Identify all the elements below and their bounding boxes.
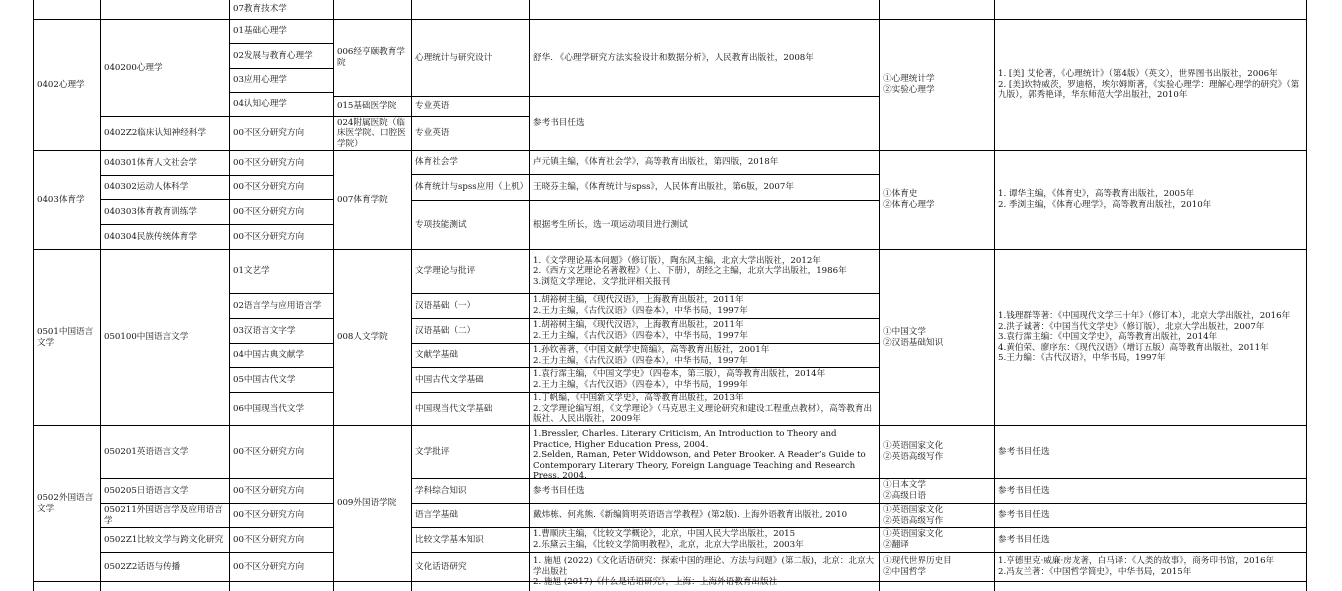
book-item: 1.曹顺庆主编，《比较文学概论》，北京，中国人民大学出版社，2015 2.乐黛云主编，《比较文学简明教程》，北京，北京大学出版社，2003年 [529,527,879,552]
direction-item: 00不区分研究方向 [229,552,333,581]
school-pe: 007体育学院 [333,150,411,249]
course-item: 语言学基础 [411,503,529,527]
course-item: 文学批评 [411,425,529,478]
reference-books: 1.亨德里克·威廉·房龙著，白马译：《人类的故事》，商务印书馆，2016年 2.冯友兰著：《中国哲学简史》，中华书局，2015年 [994,552,1307,581]
exam-subjects: ①中国文学 ②汉语基础知识 [879,249,994,425]
major-item: 040304民族传统体育学 [100,224,229,249]
reference-books: 1. 谭华主编，《体育史》，高等教育出版社，2005年 2. 季浏主编，《体育心理学》，高等教育出版社，2010年 [994,150,1307,249]
direction-item: 04中国古典文献学 [229,343,333,367]
school-humanities: 008人文学院 [333,249,411,425]
book-item: 1.丁帆编，《中国新文学史》，高等教育出版社，2013年 2.文学理论编写组，《文学理论》（马克思主义理论研究和建设工程重点教材），高等教育出版社、人民出版社，2009年 [529,392,879,425]
major-item: 040302运动人体科学 [100,175,229,199]
book-item: 1.孙钦善著，《中国文献学史简编》，高等教育出版社，2001年 2.王力主编，《古代汉语》（四卷本），中华书局，1997年 [529,343,879,367]
major-item: 0502Z1比较文学与跨文化研究 [100,527,229,552]
exam-cell [879,0,994,19]
course-item: 汉语基础（一） [411,293,529,318]
course-item: 文学理论与批评 [411,249,529,293]
course-item: 文化话语研究 [411,552,529,581]
major-item: 040301体育人文社会学 [100,150,229,175]
school-cell [333,581,411,591]
school-cell [333,0,411,19]
school-affiliated-hospital: 024附属医院（临床医学院、口腔医学院） [333,116,411,150]
discipline-psychology: 0402心理学 [33,19,100,150]
book-item: 卢元镇主编，《体育社会学》，高等教育出版社，第四版，2018年 [529,150,879,174]
major-chinese: 050100中国语言文学 [100,249,229,425]
direction-item: 01文艺学 [229,249,333,293]
direction-item: 02发展与教育心理学 [229,43,333,68]
exam-subjects: ①心理统计学 ②实验心理学 [879,19,994,150]
exam-subjects: ①英语国家文化 ②英语高级写作 [879,425,994,478]
book-item: 舒华. 《心理学研究方法实验设计和数据分析》，人民教育出版社，2008年 [529,19,879,96]
direction-item: 05中国古代文学 [229,367,333,392]
book-item: 1.《文学理论基本问题》（修订版），陶东风主编，北京大学出版社，2012年 2.《西方文艺理论名著教程》（上、下册），胡经之主编，北京大学出版社，1986年 3.浏览文学理论、文学批评相关报刊 [529,249,879,293]
book-item: 戴炜栋、何兆熊.《新编简明英语语言学教程》(第2版). 上海外语教育出版社, 2010 [529,503,879,527]
reference-books: 1. [美] 艾伦著，《心理统计》（第4版）（英文），世界图书出版社，2006年 2. [美]坎特威茨，罗迪格，埃尔姆斯著，《实验心理学：理解心理学的研究》（第九版），郭秀艳译，华东师范大学出版社，2010年 [994,19,1307,150]
direction-item: 03应用心理学 [229,68,333,92]
direction-cell: 07教育技术学 [229,0,333,19]
book-cell [529,581,879,591]
exam-subjects: ①现代世界历史目 ②中国哲学 [879,552,994,581]
direction-item: 04认知心理学 [229,92,333,116]
discipline-pe: 0403体育学 [33,150,100,249]
reference-books: 参考书目任选 [994,527,1307,552]
book-item: 参考书目任选 [529,96,879,150]
reference-books: 1.钱理群等著：《中国现代文学三十年》（修订本），北京大学出版社，2016年 2.洪子诚著：《中国当代文学史》（修订版），北京大学出版社，2007年 3.袁行霈主编：《中国文学史》，高等教育出版社，2014年 4.黄伯荣、廖序东：《现代汉语》（增订五版）高等教育出版社，2011年 5.王力编：《古代汉语》，中华书局，1997年 [994,249,1307,425]
book-item: 1.袁行霈主编，《中国文学史》（四卷本，第三版），高等教育出版社，2014年 2.王力主编，《古代汉语》（四卷本），中华书局，1999年 [529,367,879,392]
book-item: 1.胡裕树主编，《现代汉语》，上海教育出版社，2011年 2.王力主编，《古代汉语》（四卷本），中华书局，1997年 [529,293,879,318]
exam-subjects: ①体育史 ②体育心理学 [879,150,994,249]
disc-cell [33,0,100,19]
exam-subjects: ①日本文学 ②高级日语 [879,478,994,503]
course-item: 比较文学基本知识 [411,527,529,552]
major-cell [100,581,229,591]
discipline-chinese: 0501中国语言文学 [33,249,100,425]
course-cell [411,581,529,591]
direction-item: 00不区分研究方向 [229,527,333,552]
major-clinical-neuro: 0402Z2临床认知神经科学 [100,116,229,150]
major-item: 050201英语语言文学 [100,425,229,478]
direction-item: 00不区分研究方向 [229,116,333,150]
exam-subjects: ①英语国家文化 ②英语高级写作 [879,503,994,527]
direction-item: 00不区分研究方向 [229,478,333,503]
major-item: 040303体育教育训练学 [100,199,229,224]
direction-item: 06中国现当代文学 [229,392,333,425]
major-item: 0502Z2话语与传播 [100,552,229,581]
school-education: 006经亨颐教育学院 [333,19,411,96]
direction-item: 01基础心理学 [229,19,333,43]
direction-item: 00不区分研究方向 [229,175,333,199]
major-item: 050205日语语言文学 [100,478,229,503]
direction-item: 00不区分研究方向 [229,199,333,224]
exam-subjects: ①英语国家文化 ②翻译 [879,527,994,552]
course-item: 专业英语 [411,96,529,116]
course-item: 专业英语 [411,116,529,150]
book-item: 1.胡裕树主编，《现代汉语》，上海教育出版社，2011年 2.王力主编，《古代汉语》（四卷本），中华书局，1997年 [529,318,879,343]
school-basic-medicine: 015基础医学院 [333,96,411,116]
direction-item: 00不区分研究方向 [229,150,333,175]
reference-books: 参考书目任选 [994,478,1307,503]
discipline-foreign: 0502外国语言文学 [33,425,100,581]
reference-books: 参考书目任选 [994,503,1307,527]
course-item: 心理统计与研究设计 [411,19,529,96]
book-item: 王晓芬主编，《体育统计与spss》，人民体育出版社，第6版，2007年 [529,174,879,200]
course-item: 体育统计与spss应用（上机） [411,174,529,200]
direction-item: 02语言学与应用语言学 [229,293,333,318]
reference-books: 参考书目任选 [994,425,1307,478]
course-cell [411,0,529,19]
book-item: 1.Bressler, Charles. Literary Criticism, An Introduction to Theory and Practice, Higher Education Press, 2004. 2.Selden, Raman, Peter Widdowson, and Peter Brooker. A Reader’s Guide to Contemporary Literary Theory, Foreign Language Teaching and Research Press, 2004. [529,425,879,478]
direction-cell [229,581,333,591]
disc-cell [33,581,100,591]
course-item: 中国古代文学基础 [411,367,529,392]
course-item: 学科综合知识 [411,478,529,503]
direction-item: 00不区分研究方向 [229,425,333,478]
course-item: 文献学基础 [411,343,529,367]
major-cell [100,0,229,19]
course-item: 专项技能测试 [411,200,529,249]
exam-cell [879,581,994,591]
ref-cell [994,581,1307,591]
book-item: 参考书目任选 [529,478,879,503]
course-item: 汉语基础（二） [411,318,529,343]
book-item: 根据考生所长，选一项运动项目进行测试 [529,200,879,249]
course-item: 中国现当代文学基础 [411,392,529,425]
ref-cell [994,0,1307,19]
major-item: 050211外国语言学及应用语言学 [100,503,229,527]
book-cell [529,0,879,19]
direction-item: 00不区分研究方向 [229,224,333,249]
direction-item: 03汉语言文字学 [229,318,333,343]
school-foreign-languages: 009外国语学院 [333,425,411,581]
book-item: 1. 施旭 (2022)《文化话语研究：探索中国的理论、方法与问题》(第二版)，北京：北京大学出版社 2. 施旭 (2017)《什么是话语研究》，上海：上海外语教育出版社 [529,552,879,581]
direction-item: 00不区分研究方向 [229,503,333,527]
major-psychology: 040200心理学 [100,19,229,116]
course-item: 体育社会学 [411,150,529,174]
